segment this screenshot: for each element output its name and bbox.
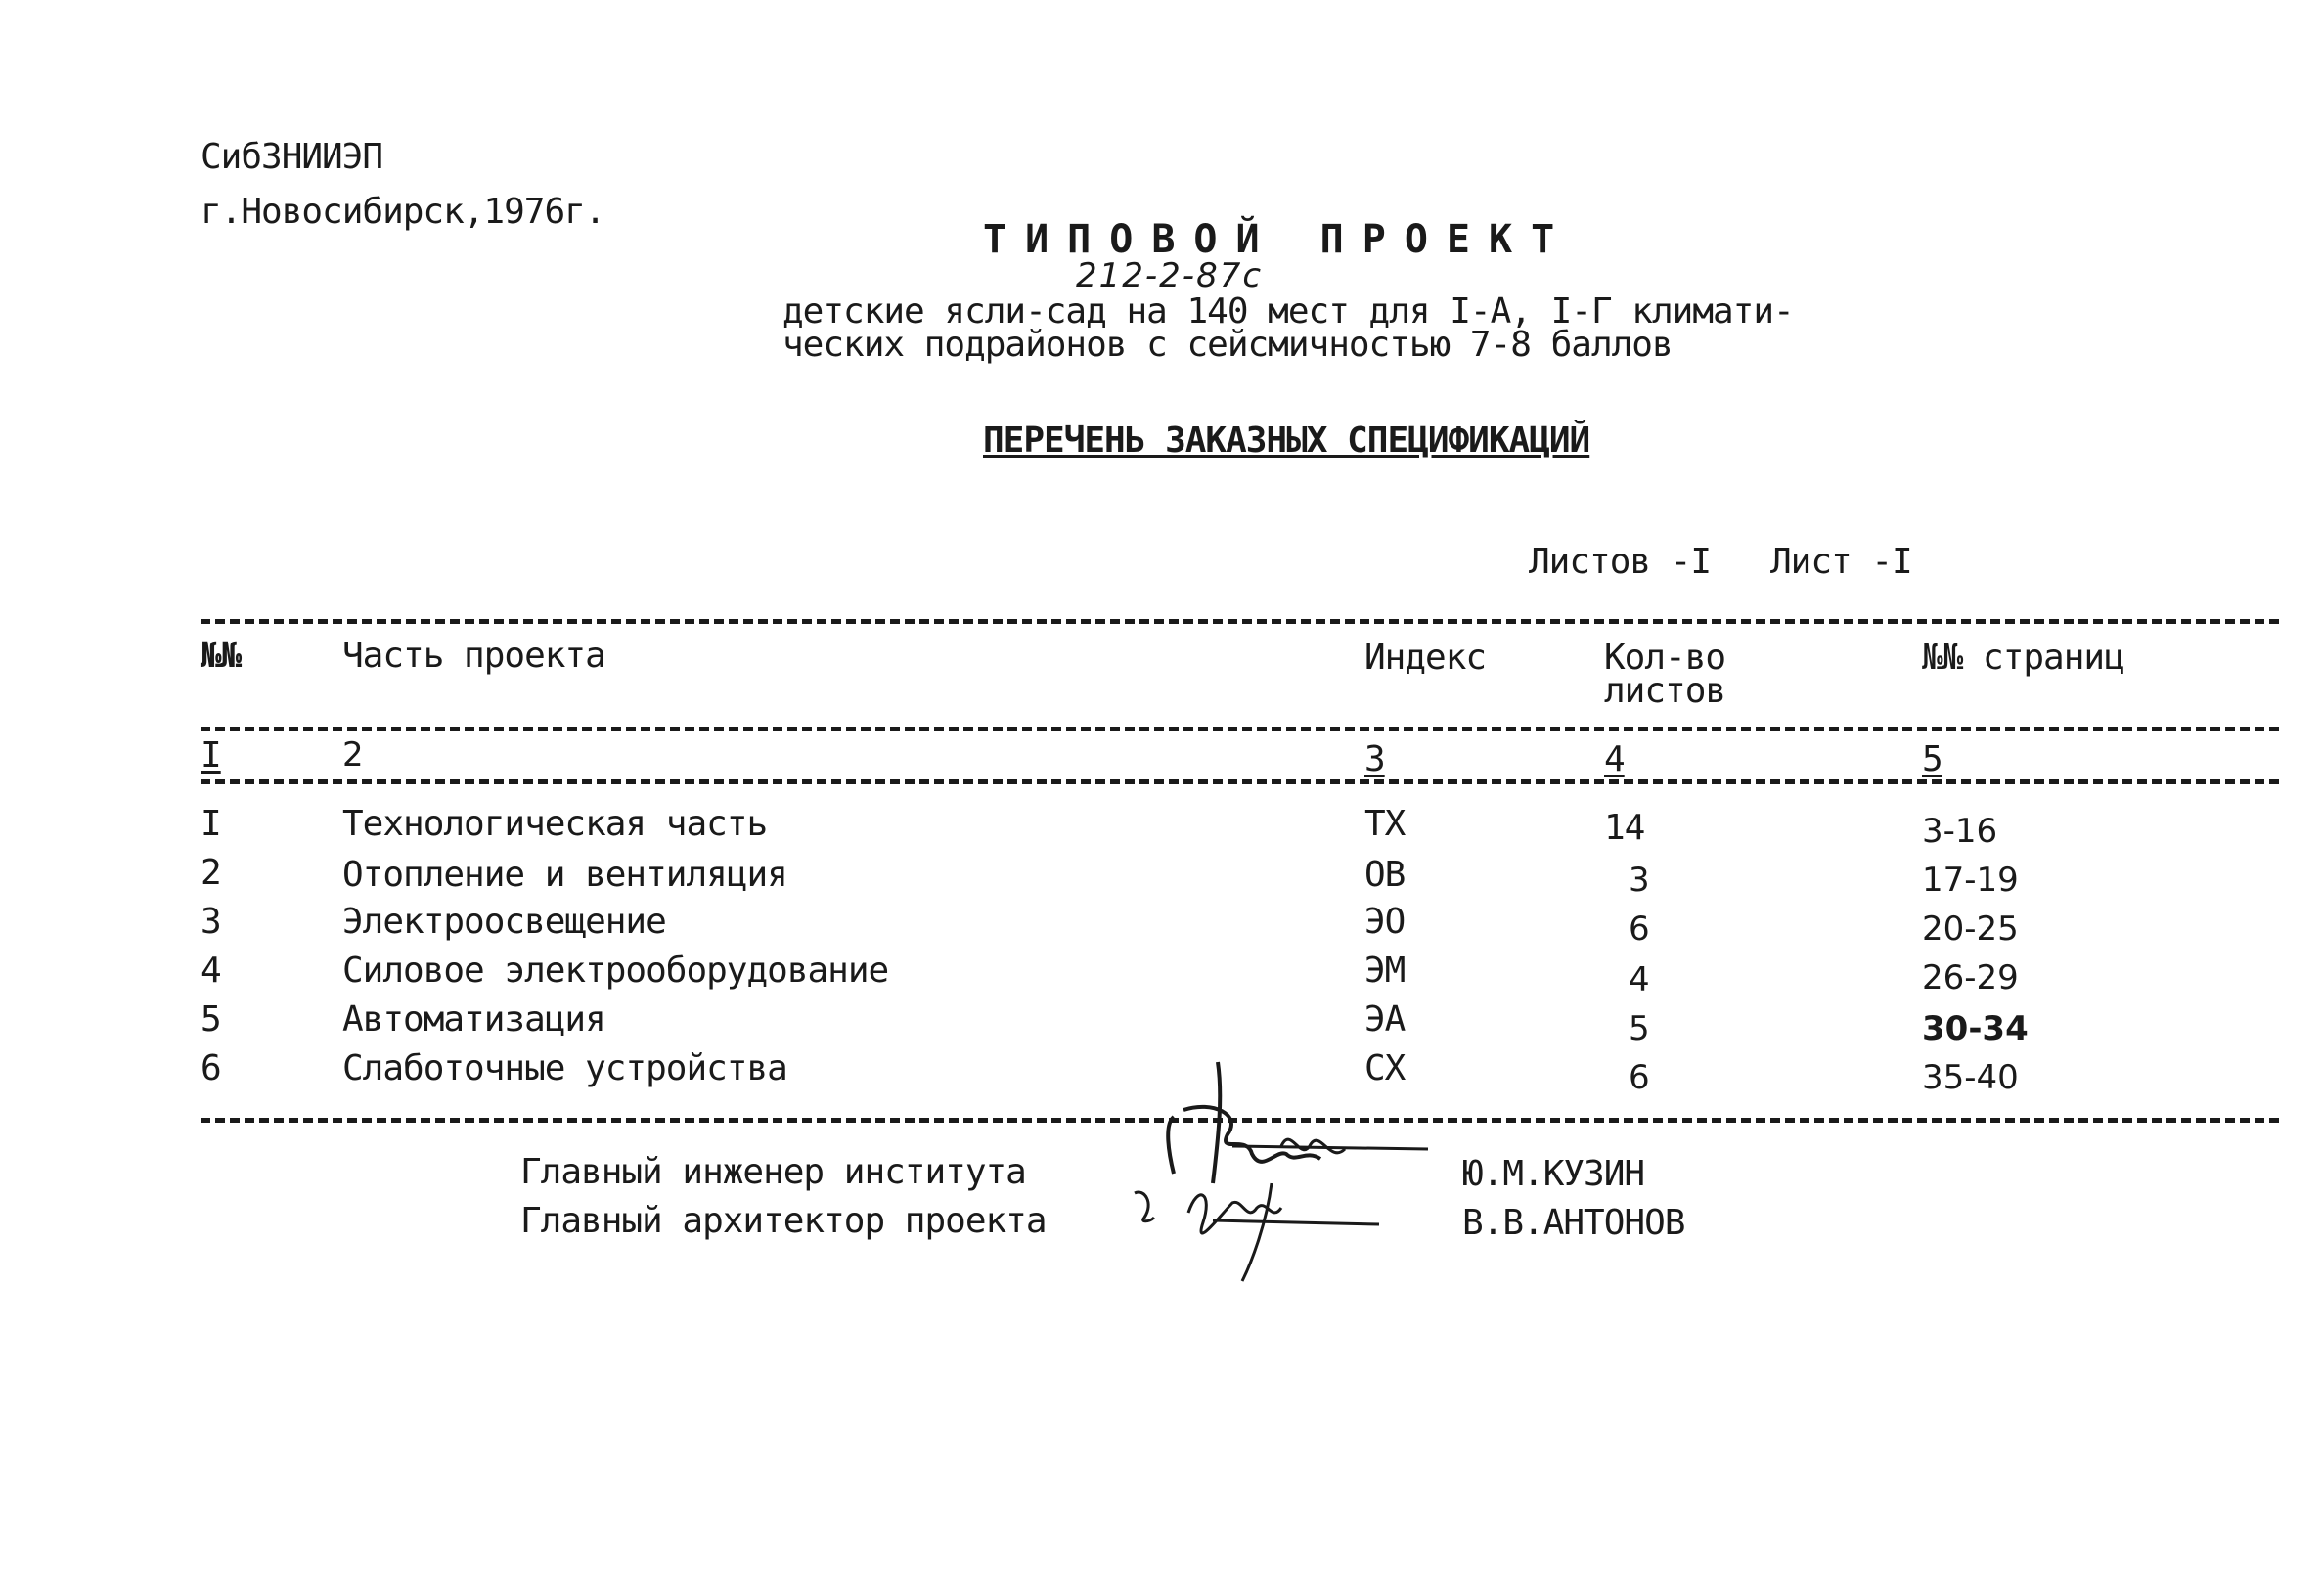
row-count: 6 (1629, 1058, 1650, 1097)
row-part: Автоматизация (342, 999, 605, 1040)
row-pages: 17-19 (1922, 861, 2019, 900)
row-index: ТХ (1364, 804, 1406, 844)
row-num: I (201, 804, 221, 844)
column-numbers-rule (201, 779, 2279, 784)
project-description-line2: ческих подрайонов с сейсмичностью 7-8 баллов (782, 325, 1673, 365)
row-pages: 26-29 (1922, 958, 2019, 998)
column-number-2: 2 (342, 735, 364, 775)
row-num: 2 (201, 853, 221, 893)
row-index: СХ (1364, 1048, 1406, 1088)
header-index: Индекс (1364, 638, 1487, 678)
project-number: 212-2-87с (1076, 256, 1264, 295)
handwritten-signature-chief-architect (1125, 1174, 1399, 1291)
row-num: 4 (201, 951, 221, 991)
row-count: 6 (1629, 909, 1650, 949)
header-count-line1: Кол-во (1604, 638, 1726, 678)
header-part: Часть проекта (342, 636, 605, 676)
row-num: 5 (201, 999, 221, 1040)
row-num: 6 (201, 1048, 221, 1088)
row-part: Отопление и вентиляция (342, 855, 787, 895)
organization: СибЗНИИЭП (201, 137, 383, 177)
header-num: №№ (201, 636, 242, 676)
column-number-1: I (201, 735, 221, 776)
row-pages: 35-40 (1922, 1058, 2019, 1097)
row-index: ОВ (1364, 855, 1406, 895)
row-num: 3 (201, 902, 221, 942)
row-part: Силовое электрооборудование (342, 951, 889, 991)
sheets-total: Листов -I (1529, 542, 1712, 582)
row-part: Технологическая часть (342, 804, 768, 844)
row-part: Слаботочные устройства (342, 1048, 787, 1088)
row-index: ЭО (1364, 902, 1406, 942)
row-pages: 3-16 (1922, 812, 1998, 851)
row-index: ЭМ (1364, 951, 1406, 991)
row-pages: 30-34 (1922, 1009, 2029, 1048)
table-top-rule (201, 619, 2279, 624)
row-index: ЭА (1364, 999, 1406, 1040)
signature-title-chief-architect: Главный архитектор проекта (520, 1201, 1047, 1241)
row-part: Электроосвещение (342, 902, 666, 942)
row-count: 14 (1604, 808, 1645, 848)
row-count: 5 (1629, 1009, 1650, 1048)
project-description-line1: детские ясли-сад на 140 мест для I-А, I-Г климати- (782, 291, 1794, 332)
handwritten-signature-chief-engineer (1125, 1056, 1457, 1193)
signature-name-chief-architect: В.В.АНТОНОВ (1462, 1203, 1685, 1243)
row-count: 3 (1629, 861, 1650, 900)
city-year: г.Новосибирск,1976г. (201, 192, 605, 232)
header-count-line2: листов (1604, 671, 1726, 711)
column-number-4: 4 (1604, 739, 1625, 779)
column-number-5: 5 (1922, 739, 1942, 779)
header-rule (201, 727, 2279, 732)
column-number-3: 3 (1364, 739, 1385, 779)
row-pages: 20-25 (1922, 909, 2019, 949)
signature-title-chief-engineer: Главный инженер института (520, 1152, 1026, 1192)
sheet-number: Лист -I (1770, 542, 1912, 582)
signature-name-chief-engineer: Ю.М.КУЗИН (1462, 1154, 1645, 1194)
project-title: ТИПОВОЙ ПРОЕКТ (983, 217, 1574, 262)
row-count: 4 (1629, 960, 1650, 999)
header-pages: №№ страниц (1922, 638, 2124, 678)
document-heading: ПЕРЕЧЕНЬ ЗАКАЗНЫХ СПЕЦИФИКАЦИЙ (983, 421, 1590, 461)
